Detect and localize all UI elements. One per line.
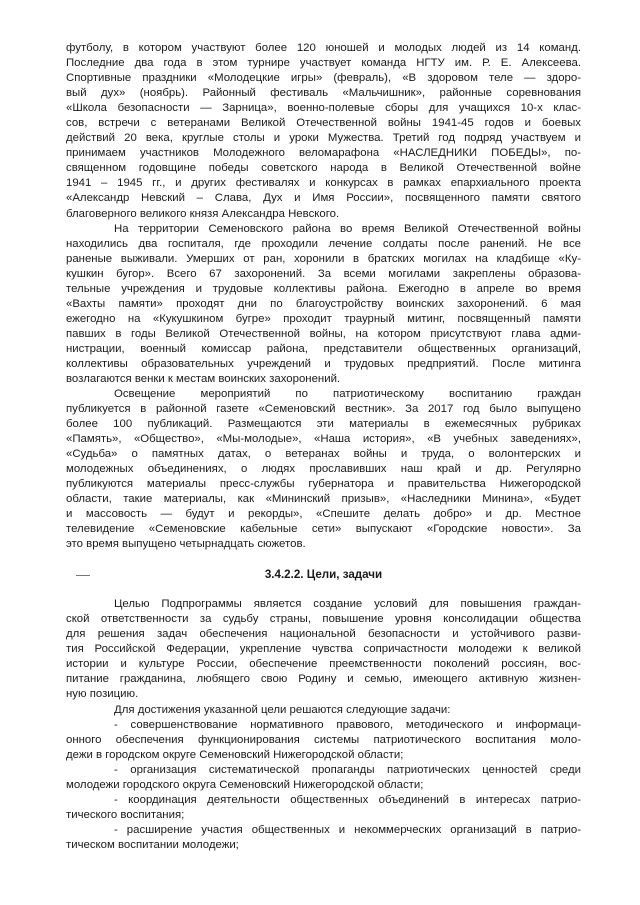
- text-line: дежи в городском округе Семеновский Нижегородской области;: [66, 749, 404, 762]
- text-line: Последние два года в этом турнире участвует команда НГТУ им. Р. Е. Алексеева.: [66, 57, 581, 70]
- text-line: - расширение участия общественных и некоммерческих организаций в патрио-: [114, 824, 581, 836]
- task-item-propaganda: [66, 763, 581, 793]
- text-line: футболу, в котором участвуют более 120 юношей и молодых людей из 14 команд.: [66, 42, 581, 54]
- text-line: - организация систематической пропаганды патриотических ценностей среди: [114, 764, 581, 776]
- text-line: ежегодно на «Кукушкином бугре» проходит траурный митинг, посвященный памяти: [66, 313, 581, 326]
- text-line: находились два госпиталя, где проходили лечение солдаты после ранений. Не все: [66, 238, 581, 251]
- text-line: - координация деятельности общественных объединений в интересах патрио-: [114, 794, 581, 806]
- text-line: ную позицию.: [66, 688, 139, 701]
- paragraph-sports-events: [66, 41, 581, 222]
- paragraph-goal: [66, 597, 581, 702]
- text-line: молодежи городского округа Семеновский Нижегородской области;: [66, 779, 424, 792]
- text-line: действий 20 века, круглые столы и уроки Мужества. Третий год подряд участвуем и: [66, 132, 581, 145]
- text-line: питание гражданина, любящего свою Родину и семью, имеющего активную жизнен-: [66, 673, 581, 686]
- text-line: благоверного великого князя Александра Невского.: [66, 207, 340, 220]
- text-line: тельные учреждения и трудовые коллективы района. Ежегодно в апреле во время: [66, 283, 581, 296]
- paragraph-military-graves: [66, 222, 581, 388]
- text-line: и массовость — будут и рекорды», «Спешите делать добро» и др. Местное: [66, 508, 581, 521]
- text-line: публикуется в районной газете «Семеновский вестник». За 2017 год было выпущено: [66, 403, 581, 416]
- text-line: «Александр Невский – Слава, Дух и Имя России», посвященного памяти святого: [66, 192, 581, 205]
- text-line: более 100 публикаций. Размещаются эти материалы в ежемесячных рубриках: [66, 418, 581, 431]
- text-line: это время выпущено четырнадцать сюжетов.: [66, 538, 306, 551]
- text-line: Для достижения указанной цели решаются следующие задачи:: [114, 704, 451, 716]
- text-line: Освещение мероприятий по патриотическому воспитанию граждан: [114, 388, 581, 400]
- text-line: «Вахты памяти» проходят дни по благоустройству воинских захоронений. 6 мая: [66, 298, 581, 311]
- text-line: коллективы образовательных учреждений и трудовых предприятий. После митинга: [66, 358, 581, 371]
- text-line: тического воспитания;: [66, 809, 185, 822]
- text-line: Целью Подпрограммы является создание условий для повышения граждан-: [114, 598, 581, 610]
- text-line: вый дух» (ноябрь). Районный фестиваль «Мальчишник», районные соревнования: [66, 87, 581, 100]
- text-line: раненые выживали. Умерших от ран, хоронили в братских могилах на кладбище «Ку-: [66, 253, 581, 266]
- text-line: священном годовщине победы советского народа в Великой Отечественной войне: [66, 162, 581, 175]
- text-line: истории и культуре России, обеспечение преемственности поколений россиян, вос-: [66, 658, 581, 671]
- text-line: для решения задач обеспечения национальной безопасности и устойчивого разви-: [66, 628, 581, 641]
- text-line: области, такие материалы, как «Мининский призыв», «Наследники Минина», «Будет: [66, 493, 581, 506]
- text-line: тия Российской Федерации, укрепление чувства сопричастности молодежи к великой: [66, 643, 581, 656]
- text-line: нистрации, военный комиссар района, представители общественных организаций,: [66, 343, 581, 356]
- section-heading: 3.4.2.2. Цели, задачи: [264, 568, 383, 581]
- text-line: принимаем участников Молодежного веломарафона «НАСЛЕДНИКИ ПОБЕДЫ», по-: [66, 147, 581, 160]
- text-line: павших в годы Великой Отечественной войны, на котором присутствуют глава адми-: [66, 328, 581, 341]
- text-line: На территории Семеновского района во время Великой Отечественной войны: [114, 223, 581, 235]
- text-line: - совершенствование нормативного правового, методического и информаци-: [114, 719, 581, 731]
- text-line: публикуются материалы пресс-службы губернатора и правительства Нижегородской: [66, 478, 581, 491]
- task-item-participation: [66, 823, 581, 853]
- text-line: тическом воспитании молодежи;: [66, 839, 239, 852]
- text-line: ской ответственности за судьбу страны, повышение уровня консолидации общества: [66, 613, 581, 626]
- task-item-coordination: [66, 793, 581, 823]
- text-line: «Школа безопасности — Зарница», военно-полевые сборы для учащихся 10-х клас-: [66, 102, 581, 115]
- text-line: молодежных объединениях, о людях прославивших наш край и др. Регулярно: [66, 463, 581, 476]
- text-line: онного обеспечения функционирования системы патриотического воспитания моло-: [66, 734, 581, 747]
- text-line: «Судьба» о памятных датах, о ветеранах войны и труда, о волонтерских и: [66, 448, 581, 461]
- text-line: сов, встречи с ветеранами Великой Отечественной войны 1941-45 годов и боевых: [66, 117, 581, 130]
- paragraph-media-coverage: [66, 387, 581, 553]
- task-item-normative: [66, 718, 581, 763]
- text-line: Спортивные праздники «Молодецкие игры» (февраль), «В здоровом теле — здоро-: [66, 72, 581, 85]
- text-line: кушкин бугор». Всего 67 захоронений. За всеми могилами закреплены образова-: [66, 268, 581, 281]
- text-line: «Память», «Общество», «Мы-молодые», «Наша история», «В учебных заведениях»,: [66, 433, 581, 446]
- paragraph-tasks-intro: [66, 703, 581, 718]
- text-line: 1941 – 1945 гг., и других фестивалях и конкурсах в рамках епархиального проекта: [66, 177, 581, 190]
- text-line: возлагаются венки к местам воинских захоронений.: [66, 373, 341, 386]
- text-line: телевидение «Семеновские кабельные сети» выпускают «Городские новости». За: [66, 523, 581, 536]
